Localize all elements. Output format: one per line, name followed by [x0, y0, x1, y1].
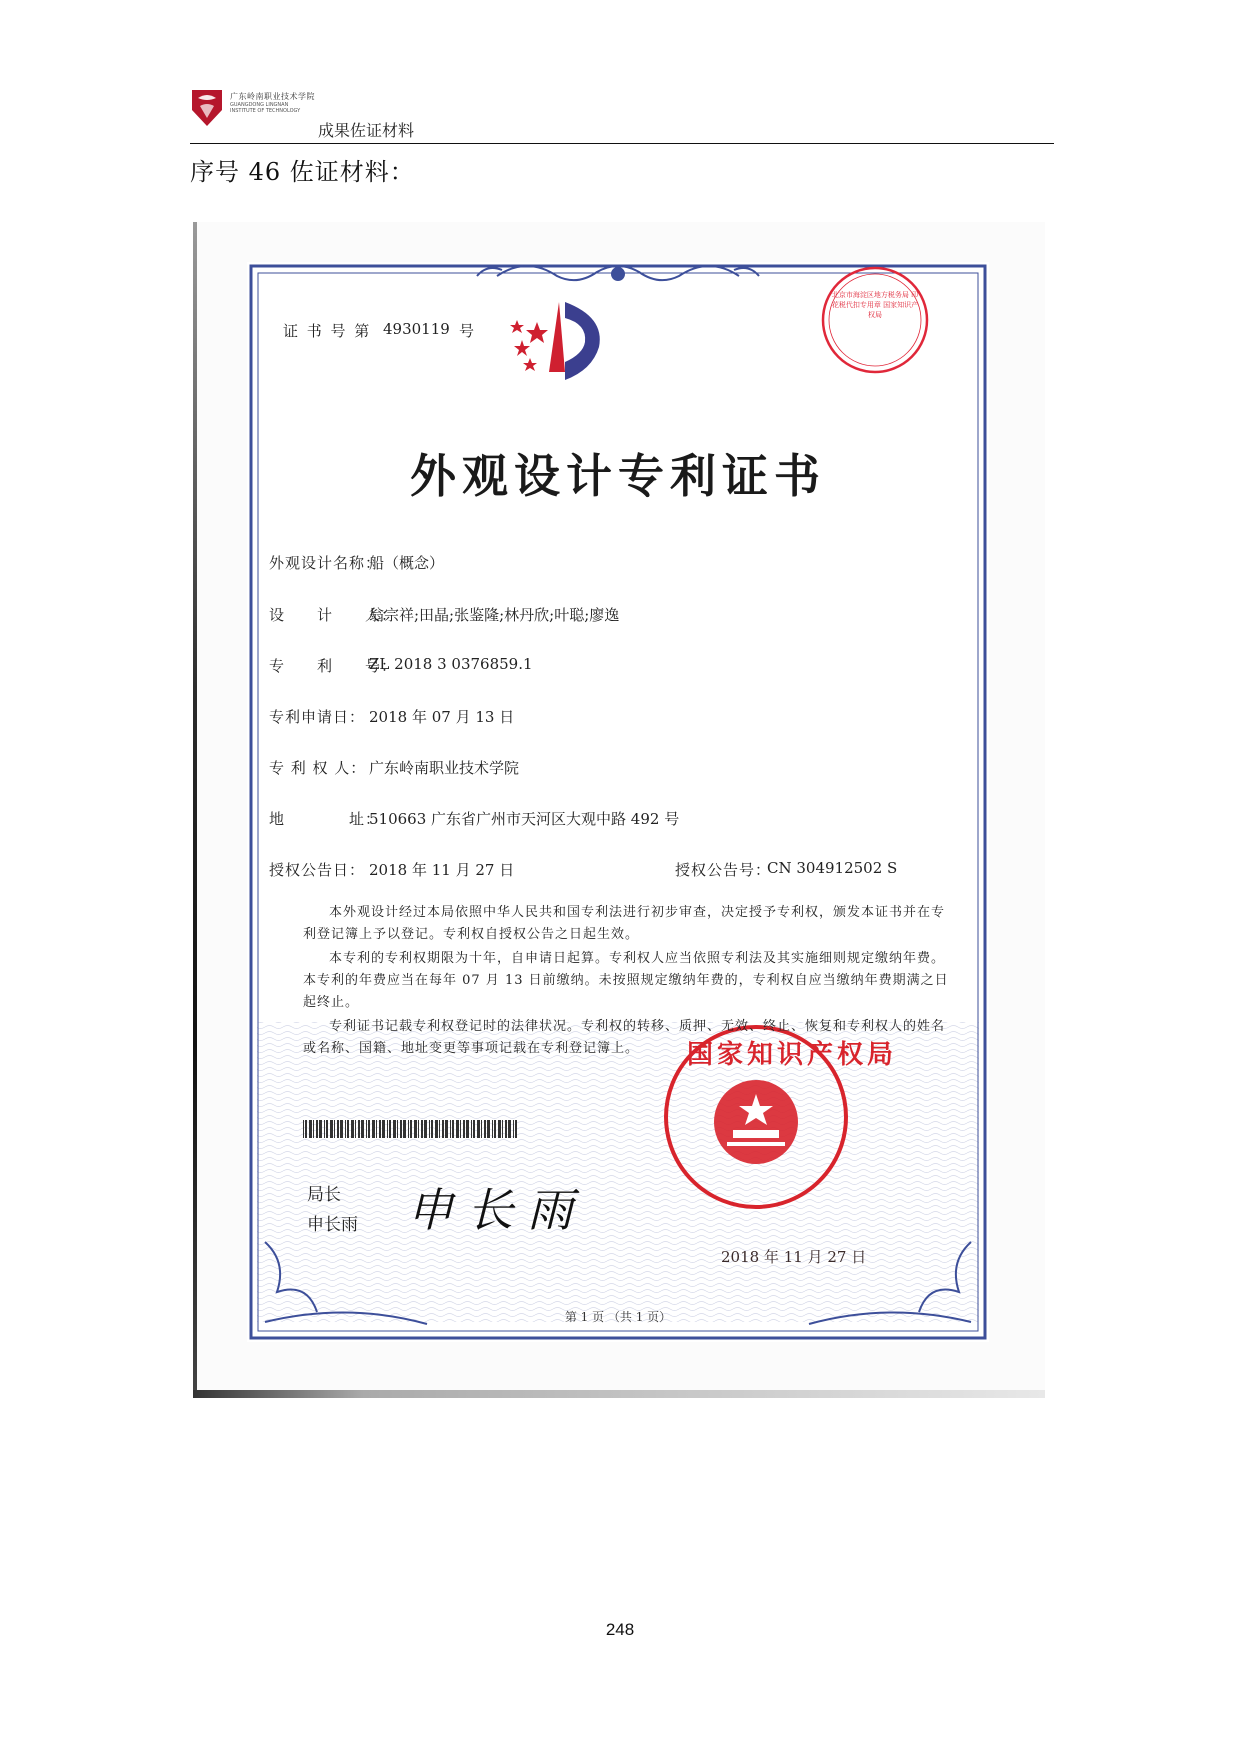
barcode-bar	[313, 1120, 314, 1138]
barcode-bar	[450, 1120, 451, 1138]
barcode-bar	[319, 1120, 322, 1138]
certificate-barcode	[303, 1120, 519, 1138]
certificate-paragraph-1	[303, 902, 949, 946]
barcode-bar	[439, 1120, 440, 1138]
scan-shadow-bottom	[193, 1390, 1045, 1398]
barcode-bar	[397, 1120, 398, 1138]
seal-date: 2018 年 11 月 27 日	[721, 1248, 867, 1266]
page-number: 248	[605, 1620, 635, 1639]
barcode-bar	[408, 1120, 409, 1138]
certificate-paragraph-2	[303, 948, 949, 1014]
header-title: 成果佐证材料	[318, 121, 415, 140]
patent-number-value: ZL 2018 3 0376859.1	[369, 655, 533, 673]
barcode-bar	[376, 1120, 377, 1138]
barcode-bar	[452, 1120, 454, 1138]
patent-office-emblem-icon	[510, 302, 600, 380]
tax-stamp-icon	[823, 268, 927, 372]
scan-shadow-edge	[193, 222, 197, 1398]
grant-date-label: 授权公告日：	[269, 861, 366, 879]
barcode-bar	[361, 1120, 364, 1138]
barcode-bar	[445, 1120, 448, 1138]
designer-label: 设 计 人：	[269, 606, 398, 624]
barcode-bar	[456, 1120, 459, 1138]
school-logo-text	[230, 91, 315, 114]
barcode-bar	[505, 1120, 507, 1138]
designer-value: 翁宗祥;田晶;张鉴隆;林丹欣;叶聪;廖逸	[369, 606, 620, 624]
barcode-bar	[340, 1120, 343, 1138]
barcode-bar	[355, 1120, 356, 1138]
barcode-bar	[435, 1120, 438, 1138]
barcode-bar	[473, 1120, 475, 1138]
barcode-bar	[387, 1120, 388, 1138]
certificate-number-label: 证 书 号 第	[283, 322, 372, 340]
barcode-bar	[502, 1120, 503, 1138]
barcode-bar	[326, 1120, 328, 1138]
barcode-bar	[330, 1120, 333, 1138]
seal-text: 国家知识产权局	[687, 1040, 898, 1070]
director-name: 申长雨	[307, 1215, 358, 1235]
barcode-bar	[372, 1120, 375, 1138]
address-label: 地 址：	[269, 810, 382, 828]
certificate-number: 4930119	[383, 320, 450, 338]
barcode-bar	[303, 1120, 304, 1138]
application-date-label: 专利申请日：	[269, 708, 366, 726]
director-signature: 申长雨	[407, 1183, 587, 1237]
barcode-bar	[466, 1120, 469, 1138]
address-value: 510663 广东省广州市天河区大观中路 492 号	[369, 810, 680, 828]
barcode-bar	[487, 1120, 490, 1138]
barcode-bar	[498, 1120, 501, 1138]
certificate-title: 外观设计专利证书	[410, 449, 826, 503]
header-divider	[190, 143, 1054, 144]
certificate-page-info: 第 1 页 （共 1 页）	[564, 1310, 672, 1324]
barcode-bar	[382, 1120, 385, 1138]
barcode-bar	[400, 1120, 402, 1138]
barcode-bar	[337, 1120, 339, 1138]
barcode-bar	[418, 1120, 419, 1138]
certificate-number-suffix: 号	[459, 322, 475, 340]
barcode-bar	[492, 1120, 493, 1138]
paragraph-2-text: 本专利的专利权期限为十年，自申请日起算。专利权人应当依照专利法及其实施细则规定缴纳年费。本专利的年费应当在每年 07 月 13 日前缴纳。未按照规定缴纳年费的，专利权自应当缴纳年费期满之日起终止。	[303, 951, 949, 1010]
barcode-bar	[324, 1120, 325, 1138]
barcode-bar	[477, 1120, 480, 1138]
design-name-value: 船（概念）	[369, 554, 445, 572]
paragraph-3-text: 专利证书记载专利权登记时的法律状况。专利权的转移、质押、无效、终止、恢复和专利权人的姓名或名称、国籍、地址变更等事项记载在专利登记簿上。	[303, 1019, 946, 1056]
barcode-bar	[393, 1120, 396, 1138]
grant-number-label: 授权公告号：	[675, 861, 772, 879]
barcode-bar	[424, 1120, 427, 1138]
design-name-label: 外观设计名称：	[269, 554, 382, 572]
barcode-bar	[471, 1120, 472, 1138]
page-header	[190, 88, 1054, 144]
barcode-bar	[414, 1120, 417, 1138]
barcode-bar	[460, 1120, 461, 1138]
grant-date-value: 2018 年 11 月 27 日	[369, 861, 515, 879]
certificate-border	[247, 262, 989, 1342]
barcode-bar	[358, 1120, 360, 1138]
barcode-bar	[515, 1120, 517, 1138]
barcode-bar	[442, 1120, 444, 1138]
barcode-bar	[334, 1120, 335, 1138]
barcode-bar	[316, 1120, 318, 1138]
barcode-bar	[351, 1120, 354, 1138]
director-title: 局长	[307, 1185, 341, 1205]
barcode-bar	[513, 1120, 514, 1138]
tax-stamp-text: 北京市海淀区地方税务局 印花税代扣专用章 国家知识产权局	[831, 291, 919, 319]
document-heading: 序号 46 佐证材料：	[190, 158, 415, 186]
barcode-bar	[379, 1120, 381, 1138]
barcode-bar	[309, 1120, 312, 1138]
barcode-bar	[431, 1120, 433, 1138]
barcode-bar	[389, 1120, 391, 1138]
barcode-bar	[494, 1120, 496, 1138]
school-name-cn: 广东岭南职业技术学院	[230, 92, 315, 101]
grant-number-value: CN 304912502 S	[767, 859, 898, 877]
barcode-bar	[345, 1120, 346, 1138]
barcode-bar	[410, 1120, 412, 1138]
patentee-value: 广东岭南职业技术学院	[369, 759, 520, 777]
school-name-en-1: GUANGDONG LINGNAN	[230, 102, 289, 108]
barcode-bar	[429, 1120, 430, 1138]
barcode-bar	[366, 1120, 367, 1138]
patent-certificate	[247, 262, 989, 1342]
barcode-bar	[484, 1120, 486, 1138]
patentee-label: 专 利 权 人：	[269, 759, 367, 777]
barcode-bar	[508, 1120, 511, 1138]
school-logo	[190, 88, 224, 126]
barcode-bar	[368, 1120, 370, 1138]
barcode-bar	[463, 1120, 465, 1138]
paragraph-1-text: 本外观设计经过本局依照中华人民共和国专利法进行初步审查，决定授予专利权，颁发本证书并在专利登记簿上予以登记。专利权自授权公告之日起生效。	[303, 905, 946, 942]
barcode-bar	[481, 1120, 482, 1138]
barcode-bar	[421, 1120, 423, 1138]
patent-number-label: 专 利 号：	[269, 657, 398, 675]
barcode-bar	[305, 1120, 307, 1138]
application-date-value: 2018 年 07 月 13 日	[369, 708, 515, 726]
school-name-en-2: INSTITUTE OF TECHNOLOGY	[230, 108, 301, 114]
barcode-bar	[403, 1120, 406, 1138]
barcode-bar	[347, 1120, 349, 1138]
